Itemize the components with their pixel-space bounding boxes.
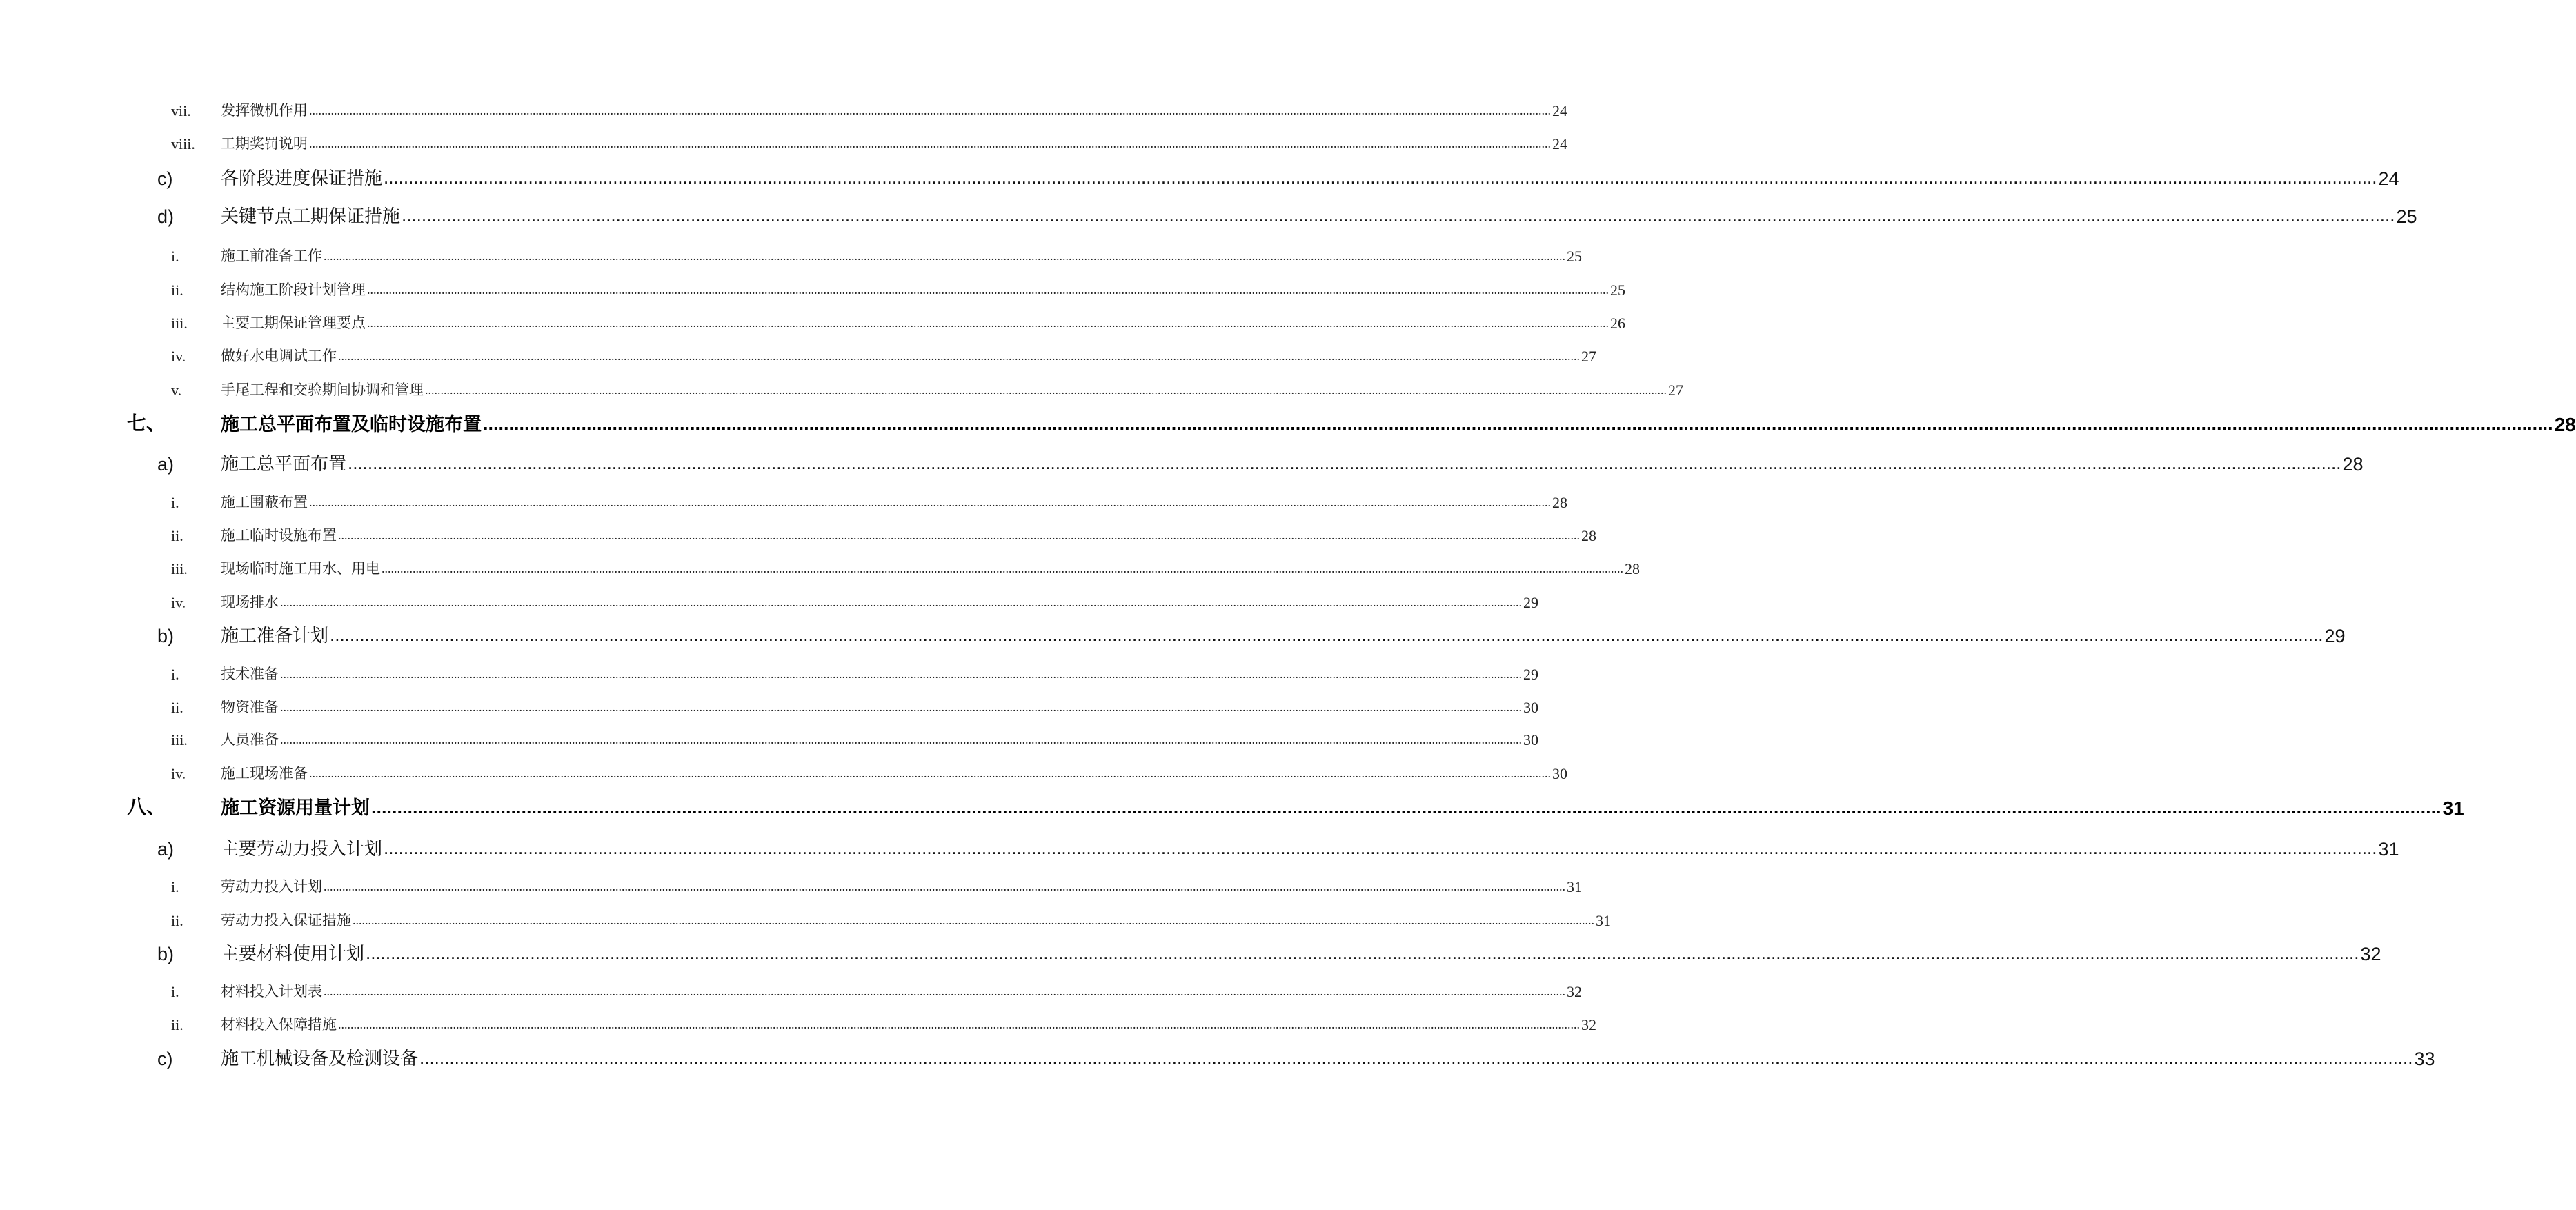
toc-entry[interactable] [0,555,1640,578]
toc-entry[interactable] [0,760,1567,783]
dot-leader: ................................................................................................................................................................................................................................................................................................................................................................................................................ [483,413,2553,434]
toc-entry-number: iii. [171,315,188,332]
toc-entry[interactable] [0,309,1625,333]
dot-leader: ................................................................................................................................................................................................................................................................................................................................................................................................................ [280,700,1522,714]
dot-leader: ................................................................................................................................................................................................................................................................................................................................................................................................................ [384,167,2377,188]
toc-entry[interactable] [0,619,2346,647]
dot-leader: ................................................................................................................................................................................................................................................................................................................................................................................................................ [309,495,1551,509]
toc-entry-page: 26 [1610,315,1625,332]
toc-entry-number: c) [157,1049,173,1069]
toc-entry-number: ii. [171,912,184,929]
toc-entry-page: 31 [1596,912,1611,929]
toc-entry-page: 24 [2378,168,2399,189]
toc-entry[interactable] [0,376,1683,399]
toc-entry-page: 28 [1581,527,1596,544]
toc-entry-title: 施工准备计划 [221,626,329,646]
toc-entry[interactable] [0,522,1596,545]
toc-entry[interactable] [0,242,1582,266]
toc-entry[interactable] [0,130,1567,153]
toc-entry[interactable] [0,978,1582,1001]
toc-entry-title: 施工资源用量计划 [221,797,370,819]
toc-entry-number: ii. [171,527,184,544]
toc-entry-title: 结构施工阶段计划管理 [221,281,366,298]
toc-entry[interactable] [0,448,2364,475]
toc-entry[interactable] [0,407,2576,436]
toc-entry[interactable] [0,200,2417,228]
dot-leader: ................................................................................................................................................................................................................................................................................................................................................................................................................ [353,913,1594,927]
toc-entry-title: 施工机械设备及检测设备 [221,1049,419,1069]
dot-leader: ................................................................................................................................................................................................................................................................................................................................................................................................................ [371,797,2441,817]
dot-leader: ................................................................................................................................................................................................................................................................................................................................................................................................................ [425,383,1667,397]
toc-entry-page: 30 [1552,765,1567,782]
toc-entry-title: 物资准备 [221,699,279,715]
toc-entry-page: 30 [1523,699,1538,716]
toc-entry-page: 24 [1552,102,1567,119]
dot-leader: ................................................................................................................................................................................................................................................................................................................................................................................................................ [324,249,1565,263]
toc-entry-title: 施工前准备工作 [221,248,322,264]
toc-entry[interactable] [0,162,2399,190]
toc-entry-number: iii. [171,560,188,577]
toc-entry-title: 手尾工程和交验期间协调和管理 [221,381,424,398]
toc-entry-number: a) [157,454,175,475]
toc-entry-number: i. [171,666,179,683]
dot-leader: ................................................................................................................................................................................................................................................................................................................................................................................................................ [324,984,1565,998]
toc-entry-number: a) [157,839,175,860]
toc-entry-page: 28 [1625,560,1640,577]
dot-leader: ................................................................................................................................................................................................................................................................................................................................................................................................................ [280,667,1522,681]
toc-entry-number: viii. [171,135,195,152]
toc-entry-title: 人员准备 [221,731,279,748]
toc-entry-number: iv. [171,594,186,611]
toc-entry-title: 各阶段进度保证措施 [221,168,383,189]
toc-entry[interactable] [0,726,1538,749]
toc-entry-title: 劳动力投入计划 [221,878,322,895]
dot-leader: ................................................................................................................................................................................................................................................................................................................................................................................................................ [402,205,2395,226]
toc-entry-page: 30 [1523,731,1538,748]
dot-leader: ................................................................................................................................................................................................................................................................................................................................................................................................................ [280,733,1522,746]
toc-entry[interactable] [0,276,1625,299]
dot-leader: ................................................................................................................................................................................................................................................................................................................................................................................................................ [382,562,1623,575]
toc-entry-page: 32 [1581,1016,1596,1033]
toc-entry-title: 施工临时设施布置 [221,527,337,544]
toc-entry-number: iv. [171,348,186,365]
toc-entry-title: 施工总平面布置及临时设施布置 [221,414,482,435]
toc-entry-number: b) [157,944,175,964]
toc-entry-page: 27 [1668,381,1683,399]
toc-entry-page: 29 [1523,666,1538,683]
dot-leader: ................................................................................................................................................................................................................................................................................................................................................................................................................ [309,137,1551,150]
toc-entry-page: 28 [1552,494,1567,511]
toc-entry-number: i. [171,983,179,1000]
toc-entry-number: i. [171,248,179,265]
dot-leader: ................................................................................................................................................................................................................................................................................................................................................................................................................ [367,316,1609,330]
dot-leader: ................................................................................................................................................................................................................................................................................................................................................................................................................ [330,624,2324,645]
toc-entry-number: ii. [171,281,184,299]
toc-entry-title: 主要劳动力投入计划 [221,839,383,860]
toc-entry[interactable] [0,906,1611,930]
dot-leader: ................................................................................................................................................................................................................................................................................................................................................................................................................ [338,349,1580,363]
dot-leader: ................................................................................................................................................................................................................................................................................................................................................................................................................ [419,1047,2413,1068]
toc-entry-title: 关键节点工期保证措施 [221,206,401,227]
toc-entry-page: 25 [1610,281,1625,299]
toc-entry-page: 31 [2378,839,2399,860]
toc-entry-title: 施工现场准备 [221,765,308,782]
toc-entry[interactable] [0,833,2399,860]
toc-entry-page: 28 [2554,414,2576,435]
dot-leader: ................................................................................................................................................................................................................................................................................................................................................................................................................ [324,880,1565,893]
toc-entry-title: 材料投入保障措施 [221,1016,337,1033]
toc-entry-number: iii. [171,731,188,748]
dot-leader: ................................................................................................................................................................................................................................................................................................................................................................................................................ [338,528,1580,542]
toc-entry-page: 28 [2342,454,2364,475]
toc-entry[interactable] [0,938,2381,965]
toc-entry[interactable] [0,660,1538,684]
toc-entry[interactable] [0,791,2464,820]
toc-entry-title: 发挥微机作用 [221,102,308,119]
toc-entry-title: 现场排水 [221,594,279,611]
dot-leader: ................................................................................................................................................................................................................................................................................................................................................................................................................ [366,942,2359,963]
dot-leader: ................................................................................................................................................................................................................................................................................................................................................................................................................ [384,837,2377,858]
toc-entry-page: 25 [1567,248,1582,265]
toc-entry-number: i. [171,494,179,511]
toc-entry[interactable] [0,1042,2435,1070]
toc-entry-title: 劳动力投入保证措施 [221,912,351,929]
toc-entry-page: 27 [1581,348,1596,365]
toc-entry-title: 材料投入计划表 [221,983,322,1000]
toc-entry-number: i. [171,878,179,895]
toc-entry[interactable] [0,588,1538,612]
toc-entry-number: 七、 [127,412,166,435]
toc-entry-title: 技术准备 [221,666,279,682]
toc-entry-page: 24 [1552,135,1567,152]
toc-entry-page: 31 [2442,797,2464,819]
toc-entry-page: 29 [2324,626,2346,646]
dot-leader: ................................................................................................................................................................................................................................................................................................................................................................................................................ [309,766,1551,780]
toc-entry-number: d) [157,206,175,227]
toc-entry-page: 32 [2360,944,2381,964]
toc-entry-title: 主要材料使用计划 [221,944,365,964]
toc-entry-number: ii. [171,699,184,716]
toc-entry-page: 32 [1567,983,1582,1000]
toc-entry-number: 八、 [127,795,166,818]
toc-entry[interactable] [0,342,1596,366]
dot-leader: ................................................................................................................................................................................................................................................................................................................................................................................................................ [348,453,2341,473]
toc-entry[interactable] [0,488,1567,512]
toc-entry-title: 主要工期保证管理要点 [221,315,366,331]
toc-entry-page: 31 [1567,878,1582,895]
toc-entry[interactable] [0,693,1538,717]
toc-entry-page: 29 [1523,594,1538,611]
dot-leader: ................................................................................................................................................................................................................................................................................................................................................................................................................ [309,103,1551,117]
dot-leader: ................................................................................................................................................................................................................................................................................................................................................................................................................ [338,1018,1580,1031]
toc-entry-title: 施工围蔽布置 [221,494,308,510]
toc-entry-title: 现场临时施工用水、用电 [221,560,380,577]
toc-entry[interactable] [0,873,1582,896]
toc-entry-page: 25 [2396,206,2417,227]
dot-leader: ................................................................................................................................................................................................................................................................................................................................................................................................................ [367,283,1609,297]
toc-entry-number: iv. [171,765,186,782]
toc-entry[interactable] [0,97,1567,120]
toc-entry-number: b) [157,626,175,646]
toc-entry-title: 工期奖罚说明 [221,135,308,152]
toc-entry-number: v. [171,381,182,399]
dot-leader: ................................................................................................................................................................................................................................................................................................................................................................................................................ [280,595,1522,609]
toc-entry-number: ii. [171,1016,184,1033]
toc-entry-title: 做好水电调试工作 [221,348,337,364]
toc-entry-page: 33 [2414,1049,2435,1069]
toc-entry[interactable] [0,1011,1596,1034]
toc-entry-number: vii. [171,102,191,119]
toc-entry-title: 施工总平面布置 [221,454,347,475]
toc-entry-number: c) [157,168,173,189]
